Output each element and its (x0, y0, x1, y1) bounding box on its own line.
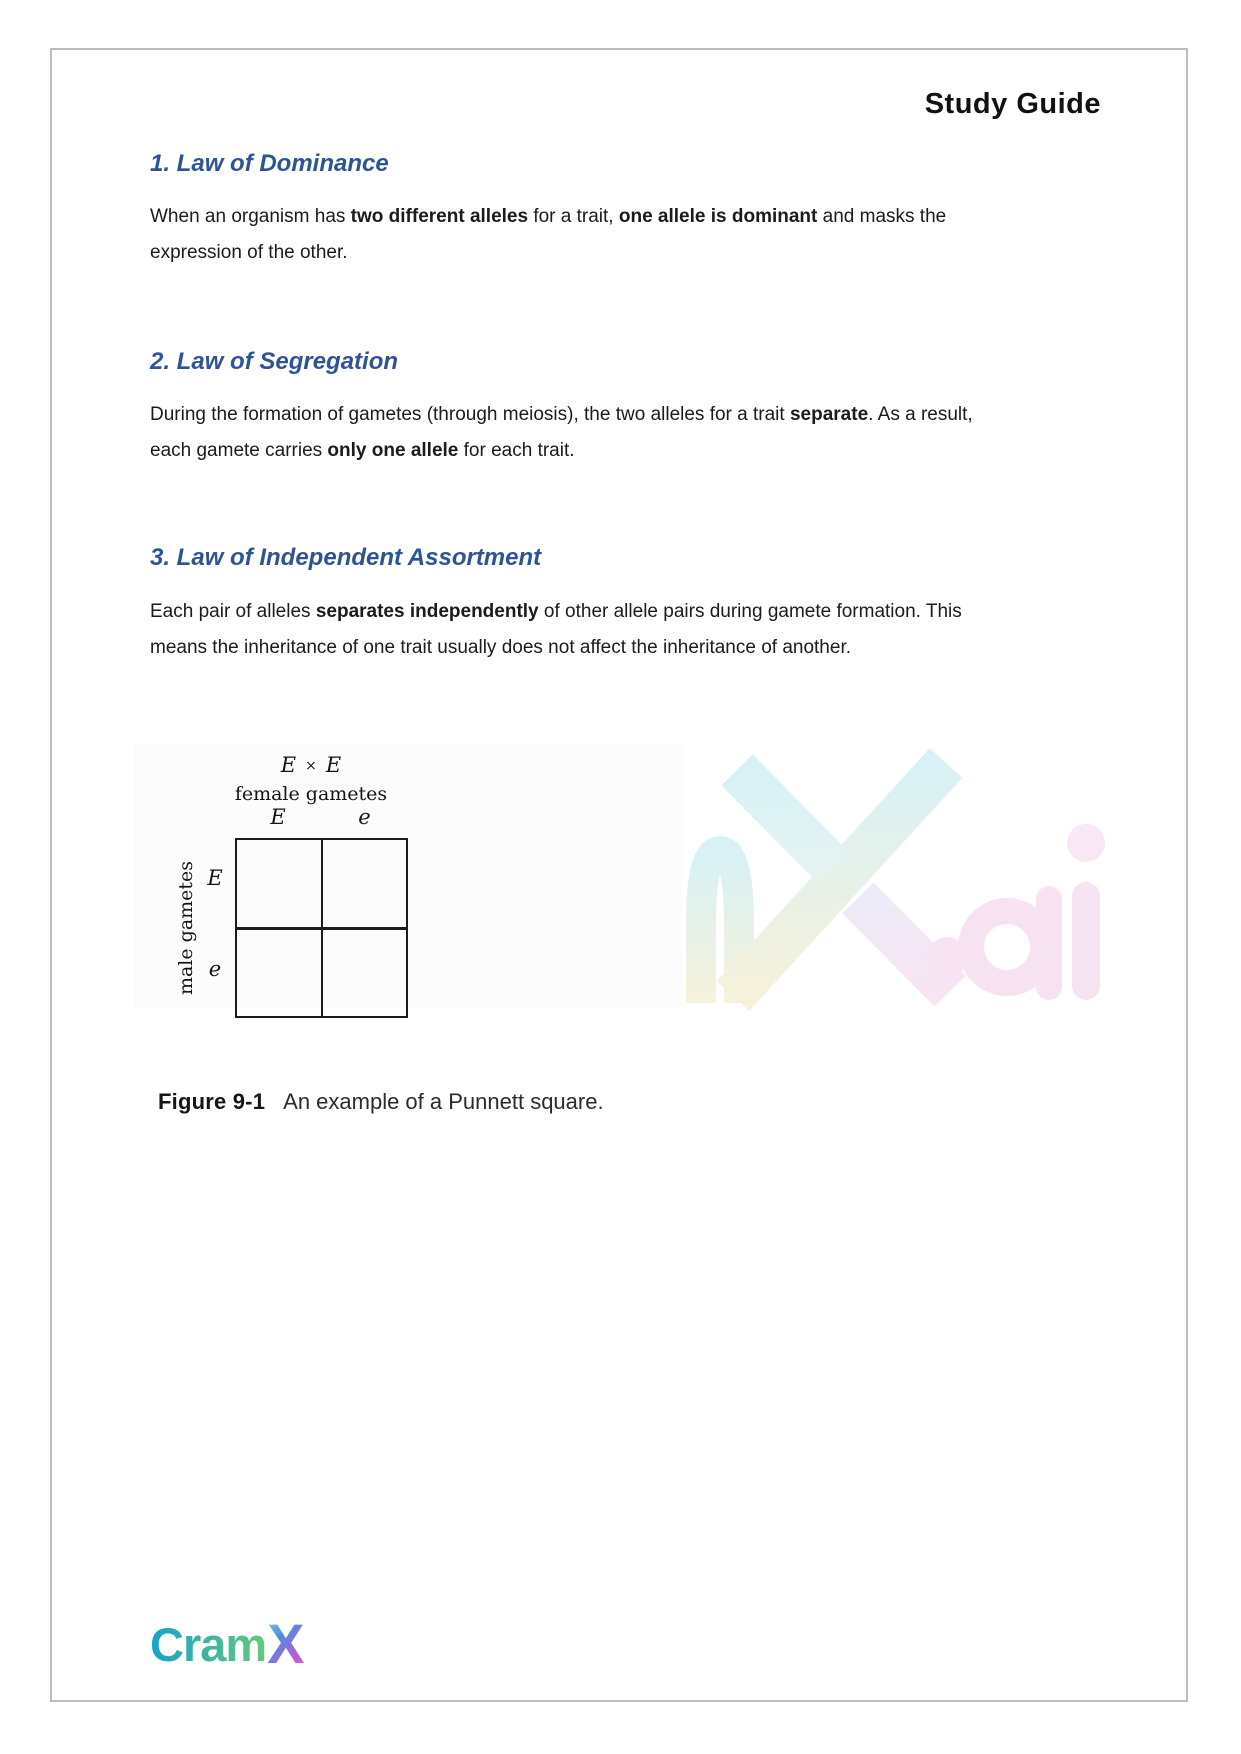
text-line: each gamete carries only one allele for each trait. (150, 440, 575, 461)
punnett-horizontal-divider (237, 927, 406, 930)
text-line: Each pair of alleles separates independently of other allele pairs during gamete formation. This (150, 601, 962, 622)
column-header-e: e (358, 805, 371, 829)
cramx-logo-x-text: X (267, 1612, 305, 1675)
paragraph-law-of-independent-assortment (150, 594, 962, 666)
paragraph-law-of-dominance (150, 199, 946, 271)
cross-allele-right: E (325, 753, 342, 777)
text-line: When an organism has two different alleles for a trait, one allele is dominant and masks the (150, 206, 947, 227)
cross-times-sign: × (305, 758, 317, 774)
paragraph-law-of-segregation (150, 397, 973, 469)
text-line: During the formation of gametes (through meiosis), the two alleles for a trait separate. As a result, (150, 404, 973, 425)
text-line: expression of the other. (150, 242, 348, 263)
section-heading-law-of-segregation: 2. Law of Segregation (150, 348, 399, 375)
document-title: Study Guide (924, 88, 1101, 120)
figure-cross-label (235, 753, 387, 777)
section-heading-law-of-dominance: 1. Law of Dominance (150, 150, 389, 177)
row-header-E: E (207, 866, 223, 890)
punnett-square-grid (235, 838, 408, 1018)
figure-caption-number: Figure 9-1 (158, 1089, 266, 1114)
column-header-E: E (270, 805, 286, 829)
cramx-logo (150, 1612, 305, 1675)
cramx-logo-cram-text: Cram (150, 1618, 267, 1672)
cross-allele-left: E (280, 753, 297, 777)
figure-caption-text: An example of a Punnett square. (283, 1089, 604, 1114)
row-header-e: e (208, 957, 222, 981)
figure-caption (158, 1089, 604, 1115)
female-gametes-label: female gametes (234, 783, 388, 805)
section-heading-law-of-independent-assortment: 3. Law of Independent Assortment (150, 544, 542, 571)
text-line: means the inheritance of one trait usually does not affect the inheritance of another. (150, 637, 851, 658)
male-gametes-label: male gametes (175, 860, 197, 996)
